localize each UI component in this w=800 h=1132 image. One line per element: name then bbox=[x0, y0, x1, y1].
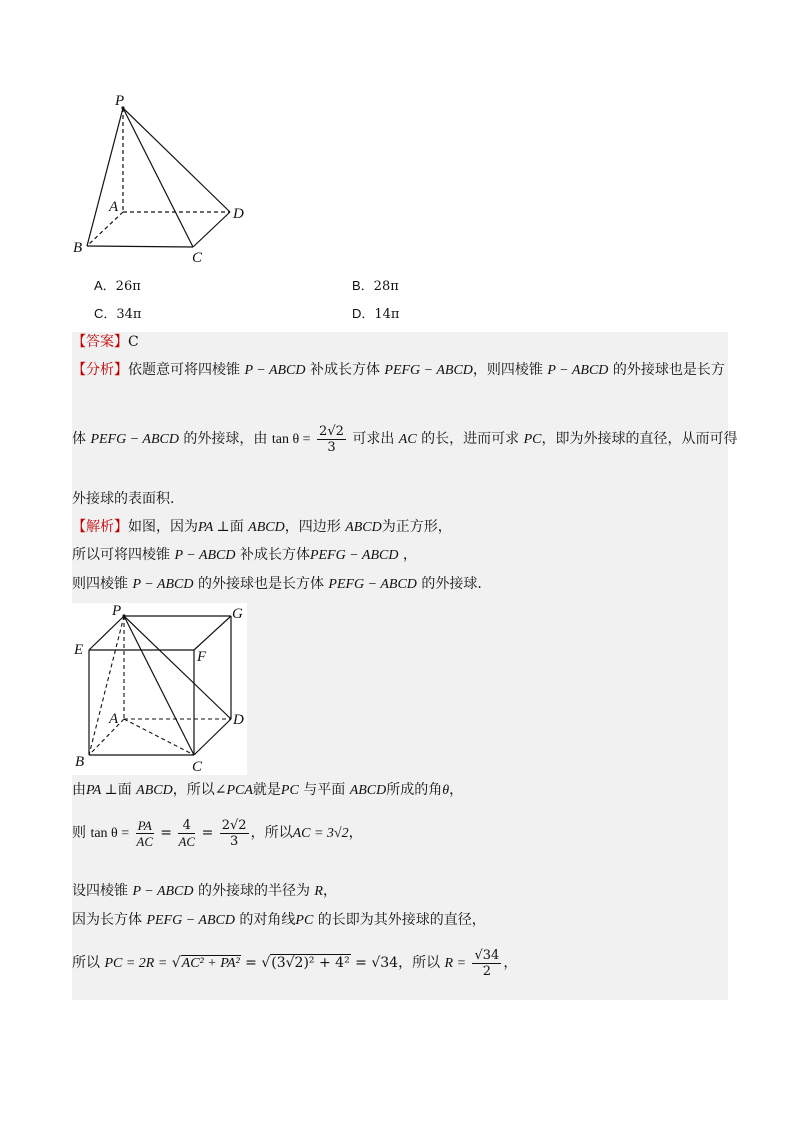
option-letter: A． bbox=[94, 278, 116, 293]
label-B: B bbox=[73, 240, 83, 256]
text: ，所以 bbox=[398, 955, 441, 971]
fraction-numerator: 2√2 bbox=[221, 817, 247, 833]
fraction-numerator: 4 bbox=[178, 818, 195, 834]
text: 就是 bbox=[252, 782, 281, 798]
text: 补成长方体 bbox=[309, 362, 380, 378]
label-E: E bbox=[74, 642, 84, 658]
text: ，所以 bbox=[250, 825, 293, 841]
text: 外接球的表面积. bbox=[72, 491, 175, 507]
equals: = bbox=[201, 825, 214, 841]
sqrt-sign: √ bbox=[261, 955, 271, 971]
label-D: D bbox=[233, 206, 244, 222]
math: PEFG − ABCD bbox=[309, 548, 399, 563]
text: 的外接球也是长方体 bbox=[197, 576, 324, 592]
math: AC = 3√2 bbox=[292, 826, 349, 841]
fraction-numerator: PA bbox=[137, 817, 152, 833]
text: 则四棱锥 bbox=[72, 576, 128, 592]
text: 的外接球的半径为 bbox=[197, 883, 310, 899]
label-A: A bbox=[109, 199, 119, 215]
math: PEFG − ABCD bbox=[146, 913, 235, 928]
label-F: F bbox=[197, 649, 207, 665]
math: ∠PCA bbox=[214, 783, 253, 798]
equals: = bbox=[245, 955, 257, 971]
answer-marker: 【答案】 bbox=[72, 334, 128, 350]
fraction-numerator: √34 bbox=[474, 947, 500, 963]
analysis-line-3 bbox=[72, 489, 174, 509]
option-letter: B． bbox=[352, 278, 374, 293]
option-letter: C． bbox=[94, 306, 117, 321]
sqrt-value: √34 bbox=[371, 955, 399, 971]
text: 因为长方体 bbox=[72, 912, 142, 928]
math: PC bbox=[523, 432, 542, 447]
text: 的对角线 bbox=[239, 912, 296, 928]
solution-line-5 bbox=[72, 815, 363, 852]
text: ，四边形 bbox=[284, 519, 341, 535]
fraction bbox=[472, 948, 501, 979]
text: 的外接球也是长方 bbox=[612, 362, 725, 378]
solution-line-6 bbox=[72, 881, 337, 902]
text: 所成的角 bbox=[386, 782, 443, 798]
sqrt-sign: √ bbox=[171, 955, 181, 971]
math: AC bbox=[398, 432, 417, 447]
text: 与平面 bbox=[303, 782, 346, 798]
edge-BC bbox=[87, 246, 193, 247]
sqrt-radicand: AC² + PA² bbox=[181, 956, 240, 971]
option-value: 28π bbox=[373, 279, 399, 294]
fraction-denominator: 3 bbox=[327, 439, 336, 455]
text: 的长即为其外接球的直径， bbox=[317, 912, 486, 928]
analysis-marker: 【分析】 bbox=[72, 362, 128, 378]
text: 的外接球. bbox=[421, 576, 482, 592]
math: PEFG − ABCD bbox=[328, 577, 417, 592]
label-C: C bbox=[192, 759, 203, 775]
math: ABCD bbox=[136, 783, 173, 798]
text: ，即为外接球的直径，从而可得 bbox=[541, 431, 738, 447]
math: ABCD bbox=[345, 520, 382, 535]
solution-line-3 bbox=[72, 574, 482, 595]
math: PC bbox=[295, 913, 314, 928]
option-b bbox=[352, 275, 399, 294]
text: ， bbox=[402, 547, 417, 563]
option-value: 26π bbox=[115, 279, 141, 294]
math-tan: tan θ = bbox=[90, 826, 130, 841]
option-a bbox=[94, 275, 141, 294]
answer-line bbox=[72, 332, 139, 352]
analysis-line-2 bbox=[72, 420, 737, 459]
fraction-denominator: 2 bbox=[482, 963, 492, 979]
text: 为正方形， bbox=[381, 519, 452, 535]
label-B: B bbox=[75, 754, 85, 770]
math: PC bbox=[280, 783, 299, 798]
text: ， bbox=[348, 825, 363, 841]
text: 补成长方体 bbox=[239, 547, 310, 563]
cuboid-figure bbox=[72, 603, 247, 775]
text: 的长，进而可求 bbox=[421, 431, 520, 447]
fraction bbox=[178, 818, 195, 849]
fraction-numerator: 2√2 bbox=[319, 423, 344, 439]
equals: = bbox=[160, 825, 173, 841]
math: ABCD bbox=[349, 783, 387, 798]
text: 由 bbox=[72, 782, 86, 798]
math: PEFG − ABCD bbox=[384, 363, 473, 378]
label-A: A bbox=[109, 711, 119, 727]
text: 如图，因为 bbox=[128, 519, 198, 535]
text: 则 bbox=[72, 825, 86, 841]
analysis-line-1 bbox=[72, 360, 725, 381]
solution-line-8 bbox=[72, 945, 517, 982]
math: θ bbox=[442, 783, 450, 798]
math: P − ABCD bbox=[132, 884, 194, 899]
text: ， bbox=[322, 883, 337, 899]
edge-PB bbox=[87, 108, 123, 246]
fraction bbox=[220, 818, 249, 849]
label-G: G bbox=[232, 606, 243, 622]
text: 依题意可将四棱锥 bbox=[128, 362, 240, 378]
solution-marker: 【解析】 bbox=[72, 519, 128, 535]
text: ，则四棱锥 bbox=[472, 362, 543, 378]
fraction bbox=[317, 424, 346, 455]
fraction-denominator: AC bbox=[178, 833, 196, 849]
equals: = bbox=[355, 955, 367, 971]
text: 设四棱锥 bbox=[72, 883, 128, 899]
option-value: 34π bbox=[116, 307, 142, 322]
math: R bbox=[314, 884, 323, 899]
fraction-denominator: AC bbox=[136, 833, 154, 849]
math: PC = 2R = bbox=[104, 956, 168, 971]
sqrt-radicand: (3√2)² + 4² bbox=[271, 955, 350, 971]
math-tan: tan θ = bbox=[271, 432, 311, 447]
solution-line-4 bbox=[72, 780, 463, 801]
math: P − ABCD bbox=[174, 548, 236, 563]
edge-PD bbox=[123, 108, 230, 212]
math: PEFG − ABCD bbox=[90, 432, 179, 447]
solution-line-1 bbox=[72, 517, 452, 538]
edge-AB bbox=[87, 212, 123, 246]
text: 面 bbox=[229, 519, 244, 535]
math: PA ⊥ bbox=[86, 783, 118, 798]
option-letter: D． bbox=[352, 306, 375, 321]
edge-PC bbox=[123, 108, 193, 247]
math: P − ABCD bbox=[547, 363, 609, 378]
edge-CD bbox=[193, 212, 230, 247]
label-C: C bbox=[192, 250, 203, 265]
text: ， bbox=[503, 955, 518, 971]
option-c bbox=[94, 303, 141, 322]
pyramid-figure bbox=[68, 90, 258, 265]
fraction-denominator: 3 bbox=[230, 833, 239, 849]
label-P: P bbox=[115, 93, 125, 109]
text: 体 bbox=[72, 431, 86, 447]
answer-value: C bbox=[128, 334, 139, 350]
fraction bbox=[136, 818, 154, 849]
text: ，所以 bbox=[172, 782, 215, 798]
math: ABCD bbox=[248, 520, 285, 535]
math: P − ABCD bbox=[132, 577, 194, 592]
text: 可求出 bbox=[352, 431, 395, 447]
math: P − ABCD bbox=[244, 363, 306, 378]
solution-line-7 bbox=[72, 910, 486, 931]
vertex-P bbox=[122, 614, 125, 617]
label-D: D bbox=[233, 712, 244, 728]
option-value: 14π bbox=[374, 307, 400, 322]
math: R = bbox=[444, 956, 467, 971]
solution-line-2 bbox=[72, 545, 417, 566]
math: PA ⊥ bbox=[198, 520, 230, 535]
figure-background bbox=[72, 603, 247, 775]
text: 面 bbox=[117, 782, 132, 798]
option-d bbox=[352, 303, 399, 322]
text: 所以 bbox=[72, 955, 100, 971]
text: 的外接球，由 bbox=[183, 431, 268, 447]
text: ， bbox=[449, 782, 464, 798]
text: 所以可将四棱锥 bbox=[72, 547, 170, 563]
label-P: P bbox=[112, 603, 122, 619]
